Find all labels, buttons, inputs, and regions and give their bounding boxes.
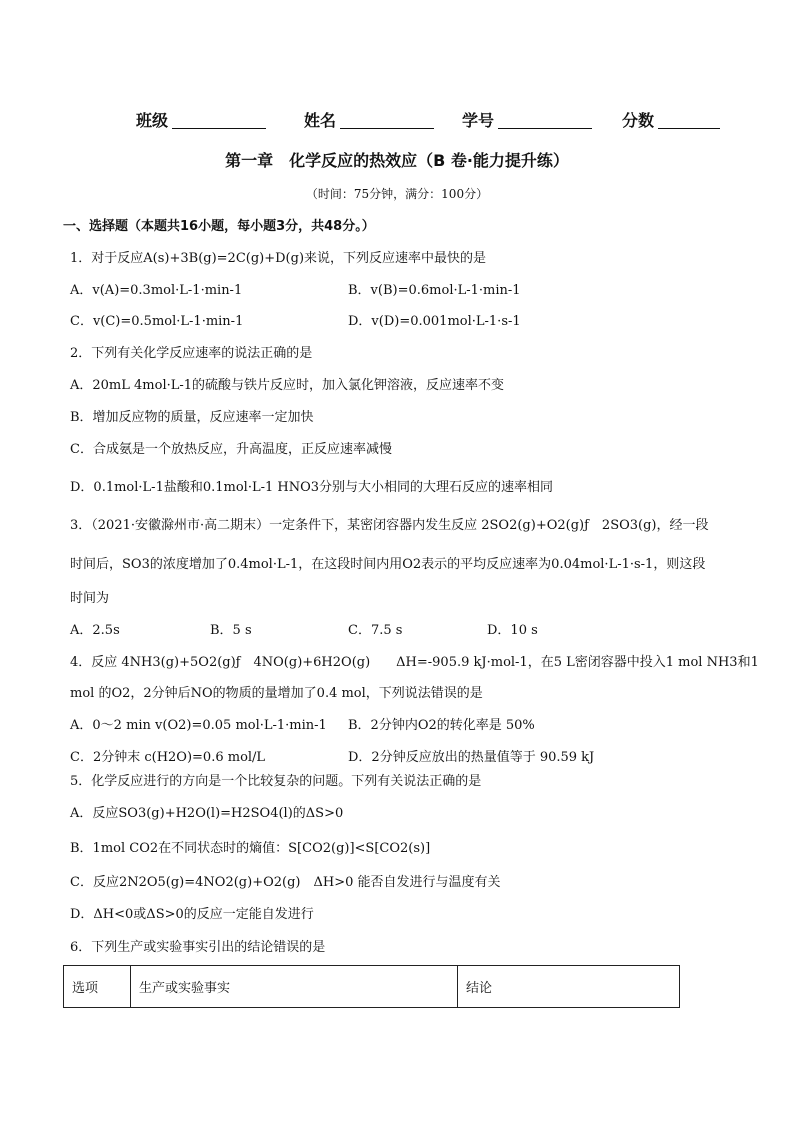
q4-stem-line2: mol 的O2，2分钟后NO的物质的量增加了0.4 mol，下列说法错误的是 [70, 686, 483, 701]
table-header-fact: 生产或实验事实 [131, 966, 458, 1008]
q2-option-d: D．0.1mol·L-1盐酸和0.1mol·L-1 HNO3分别与大小相同的大理石反应的速率相同 [70, 480, 554, 495]
q1-option-b: B．v(B)=0.6mol·L-1·min-1 [348, 283, 521, 298]
exam-time-info: （时间：75分钟，满分：100分） [305, 187, 489, 201]
table-row [64, 966, 680, 1008]
page-title: 第一章 化学反应的热效应（B 卷·能力提升练） [225, 151, 569, 170]
q3-option-a: A．2.5s [70, 623, 120, 638]
q2-option-a: A．20mL 4mol·L-1的硫酸与铁片反应时，加入氯化钾溶液，反应速率不变 [70, 378, 505, 393]
q5-stem: 5．化学反应进行的方向是一个比较复杂的问题。下列有关说法正确的是 [70, 774, 482, 789]
q5-option-d: D．ΔH<0或ΔS>0的反应一定能自发进行 [70, 907, 314, 922]
student-id-label: 学号 [462, 111, 495, 130]
class-input-line[interactable] [172, 128, 266, 129]
q4-stem-line1: 4．反应 4NH3(g)+5O2(g)ƒ 4NO(g)+6H2O(g) ΔH=-905.9 kJ·mol-1，在5 L密闭容器中投入1 mol NH3和1 [70, 655, 759, 670]
q1-stem: 1．对于反应A(s)+3B(g)=2C(g)+D(g)来说，下列反应速率中最快的是 [70, 251, 487, 266]
q1-option-a: A．v(A)=0.3mol·L-1·min-1 [70, 283, 243, 298]
q6-table [63, 965, 680, 1008]
q3-stem-line3: 时间为 [70, 591, 110, 606]
q5-option-b: B．1mol CO2在不同状态时的熵值：S[CO2(g)]<S[CO2(s)] [70, 841, 431, 856]
score-input-line[interactable] [658, 128, 720, 129]
q2-option-b: B．增加反应物的质量，反应速率一定加快 [70, 410, 314, 425]
q4-option-a: A．0～2 min v(O2)=0.05 mol·L-1·min-1 [70, 718, 327, 733]
q2-option-c: C．合成氨是一个放热反应，升高温度，正反应速率减慢 [70, 442, 392, 457]
q3-stem-line1: 3．（2021·安徽滁州市·高二期末）一定条件下，某密闭容器内发生反应 2SO2(g)+O2(g)ƒ 2SO3(g)，经一段 [70, 518, 709, 533]
q4-option-b: B．2分钟内O2的转化率是 50% [348, 718, 535, 733]
q2-stem: 2．下列有关化学反应速率的说法正确的是 [70, 346, 313, 361]
q4-option-c: C．2分钟末 c(H2O)=0.6 mol/L [70, 750, 266, 765]
section-heading: 一、选择题（本题共16小题，每小题3分，共48分。） [63, 219, 375, 234]
q1-option-c: C．v(C)=0.5mol·L-1·min-1 [70, 314, 244, 329]
q3-stem-line2: 时间后，SO3的浓度增加了0.4mol·L-1，在这段时间内用O2表示的平均反应速率为0.04mol·L-1·s-1，则这段 [70, 557, 706, 572]
table-header-conclusion: 结论 [458, 966, 680, 1008]
q5-option-a: A．反应SO3(g)+H2O(l)=H2SO4(l)的ΔS>0 [70, 806, 344, 821]
student-id-input-line[interactable] [498, 128, 592, 129]
q5-option-c: C．反应2N2O5(g)=4NO2(g)+O2(g) ΔH>0 能否自发进行与温度有关 [70, 875, 501, 890]
q4-option-d: D．2分钟反应放出的热量值等于 90.59 kJ [348, 750, 595, 765]
q3-option-b: B．5 s [210, 623, 252, 638]
q3-option-d: D．10 s [487, 623, 538, 638]
table-header-option: 选项 [64, 966, 131, 1008]
score-label: 分数 [622, 111, 655, 130]
q1-option-d: D．v(D)=0.001mol·L-1·s-1 [348, 314, 521, 329]
name-label: 姓名 [304, 111, 337, 130]
q3-option-c: C．7.5 s [348, 623, 403, 638]
name-input-line[interactable] [340, 128, 434, 129]
class-label: 班级 [136, 111, 169, 130]
q6-stem: 6．下列生产或实验事实引出的结论错误的是 [70, 940, 326, 955]
